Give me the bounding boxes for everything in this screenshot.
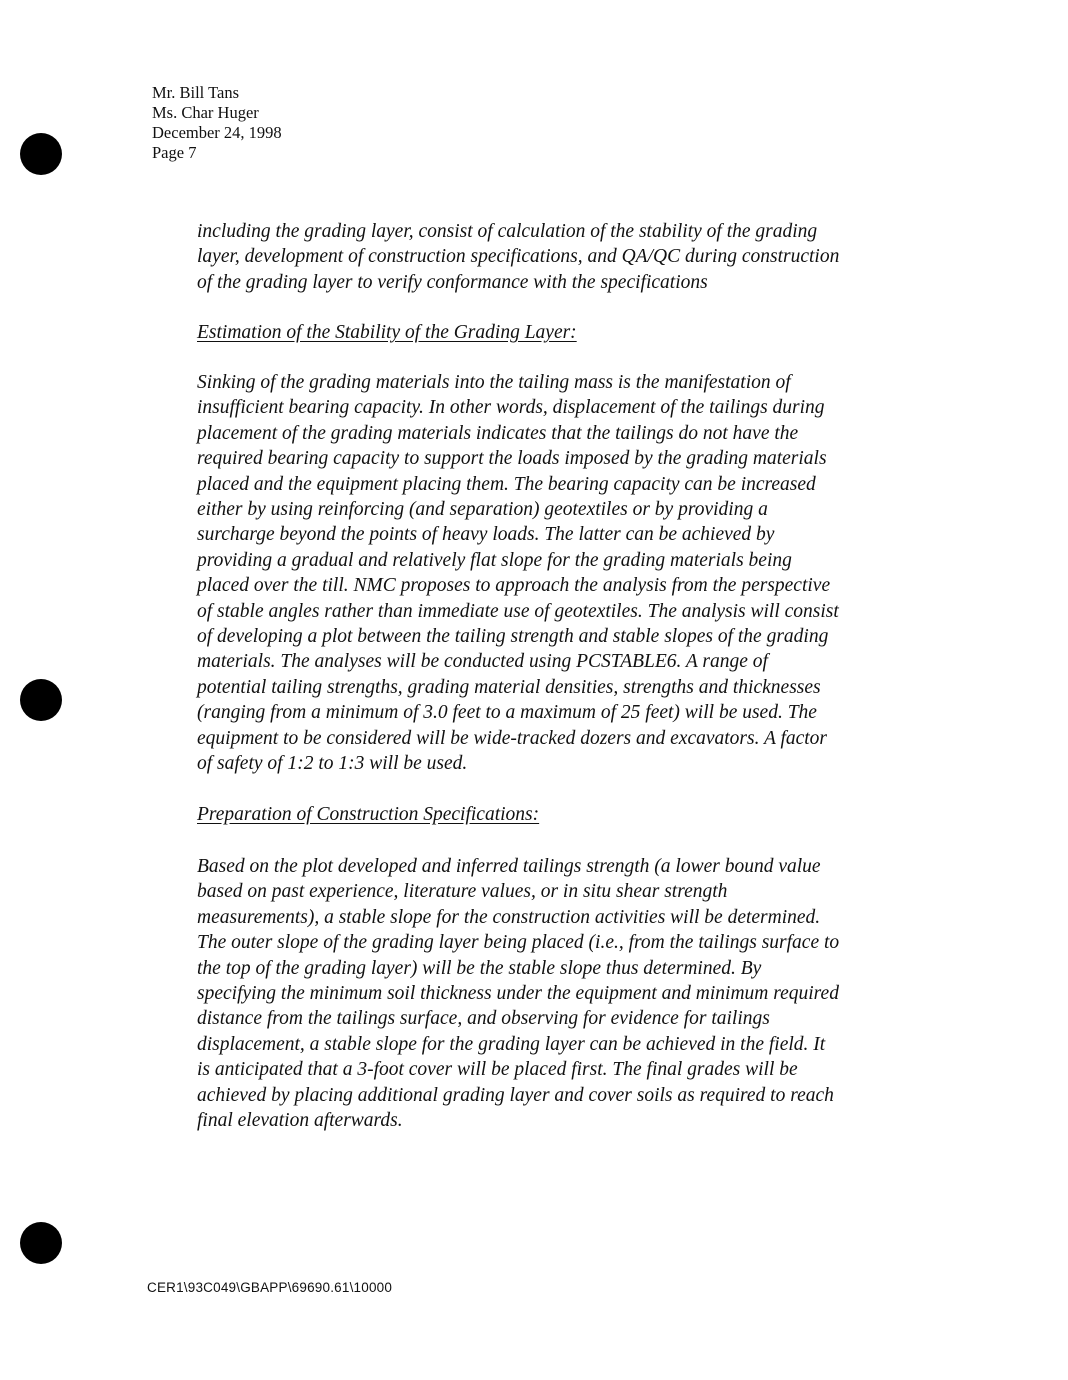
text-line: of stable angles rather than immediate use of geotextiles. The analysis will consist	[197, 600, 839, 622]
punch-hole-middle	[20, 679, 62, 721]
text-line: the top of the grading layer) will be the stable slope thus determined. By	[197, 957, 762, 979]
section-heading-stability	[197, 320, 917, 345]
letter-header	[152, 83, 282, 163]
recipient-1: Mr. Bill Tans	[152, 83, 240, 102]
text-line: providing a gradual and relatively flat slope for the grading materials being	[197, 549, 792, 571]
text-line: required bearing capacity to support the loads imposed by the grading materials	[197, 448, 827, 470]
specifications-paragraph	[197, 854, 917, 1133]
text-line: surcharge beyond the points of heavy loads. The latter can be achieved by	[197, 524, 775, 546]
text-line: equipment to be considered will be wide-tracked dozers and excavators. A factor	[197, 727, 828, 749]
text-line: of the grading layer to verify conformance with the specifications	[197, 271, 708, 293]
section-heading-specifications	[197, 802, 917, 827]
text-line: measurements), a stable slope for the construction activities will be determined.	[197, 906, 821, 928]
text-line: displacement, a stable slope for the grading layer can be achieved in the field. It	[197, 1033, 826, 1055]
text-line: achieved by placing additional grading layer and cover soils as required to reach	[197, 1084, 834, 1106]
intro-paragraph	[197, 219, 917, 295]
heading-text: Estimation of the Stability of the Grading Layer:	[197, 322, 577, 343]
text-line: specifying the minimum soil thickness under the equipment and minimum required	[197, 983, 839, 1005]
text-line: layer, development of construction specifications, and QA/QC during construction	[197, 246, 840, 268]
text-line: (ranging from a minimum of 3.0 feet to a maximum of 25 feet) will be used. The	[197, 702, 817, 724]
heading-text: Preparation of Construction Specifications:	[197, 804, 540, 825]
text-line: of safety of 1:2 to 1:3 will be used.	[197, 753, 468, 775]
text-line: Sinking of the grading materials into the tailing mass is the manifestation of	[197, 372, 791, 393]
text-line: potential tailing strengths, grading material densities, strengths and thicknesses	[197, 676, 821, 698]
text-line: of developing a plot between the tailing strength and stable slopes of the grading	[197, 626, 829, 648]
punch-hole-bottom	[20, 1222, 62, 1264]
text-line: including the grading layer, consist of calculation of the stability of the grading	[197, 221, 818, 242]
text-line: placed and the equipment placing them. The bearing capacity can be increased	[197, 473, 816, 495]
text-line: final elevation afterwards.	[197, 1110, 403, 1132]
text-line: materials. The analyses will be conducted using PCSTABLE6. A range of	[197, 651, 768, 673]
text-line: placed over the till. NMC proposes to approach the analysis from the perspective	[197, 575, 831, 597]
text-line: distance from the tailings surface, and observing for evidence for tailings	[197, 1008, 770, 1030]
stability-paragraph	[197, 370, 917, 777]
text-line: The outer slope of the grading layer being placed (i.e., from the tailings surface to	[197, 932, 840, 954]
text-line: either by using reinforcing (and separation) geotextiles or by providing a	[197, 499, 768, 521]
text-line: is anticipated that a 3-foot cover will be placed first. The final grades will be	[197, 1059, 798, 1081]
letter-date: December 24, 1998	[152, 123, 282, 142]
text-line: insufficient bearing capacity. In other words, displacement of the tailings during	[197, 397, 825, 419]
text-line: Based on the plot developed and inferred tailings strength (a lower bound value	[197, 856, 821, 877]
recipient-2: Ms. Char Huger	[152, 103, 259, 122]
punch-hole-top	[20, 133, 62, 175]
page-number: Page 7	[152, 143, 197, 162]
text-line: placement of the grading materials indicates that the tailings do not have the	[197, 422, 799, 444]
text-line: based on past experience, literature values, or in situ shear strength	[197, 881, 728, 903]
document-code-footer: CER1\93C049\GBAPP\69690.61\10000	[147, 1280, 393, 1295]
